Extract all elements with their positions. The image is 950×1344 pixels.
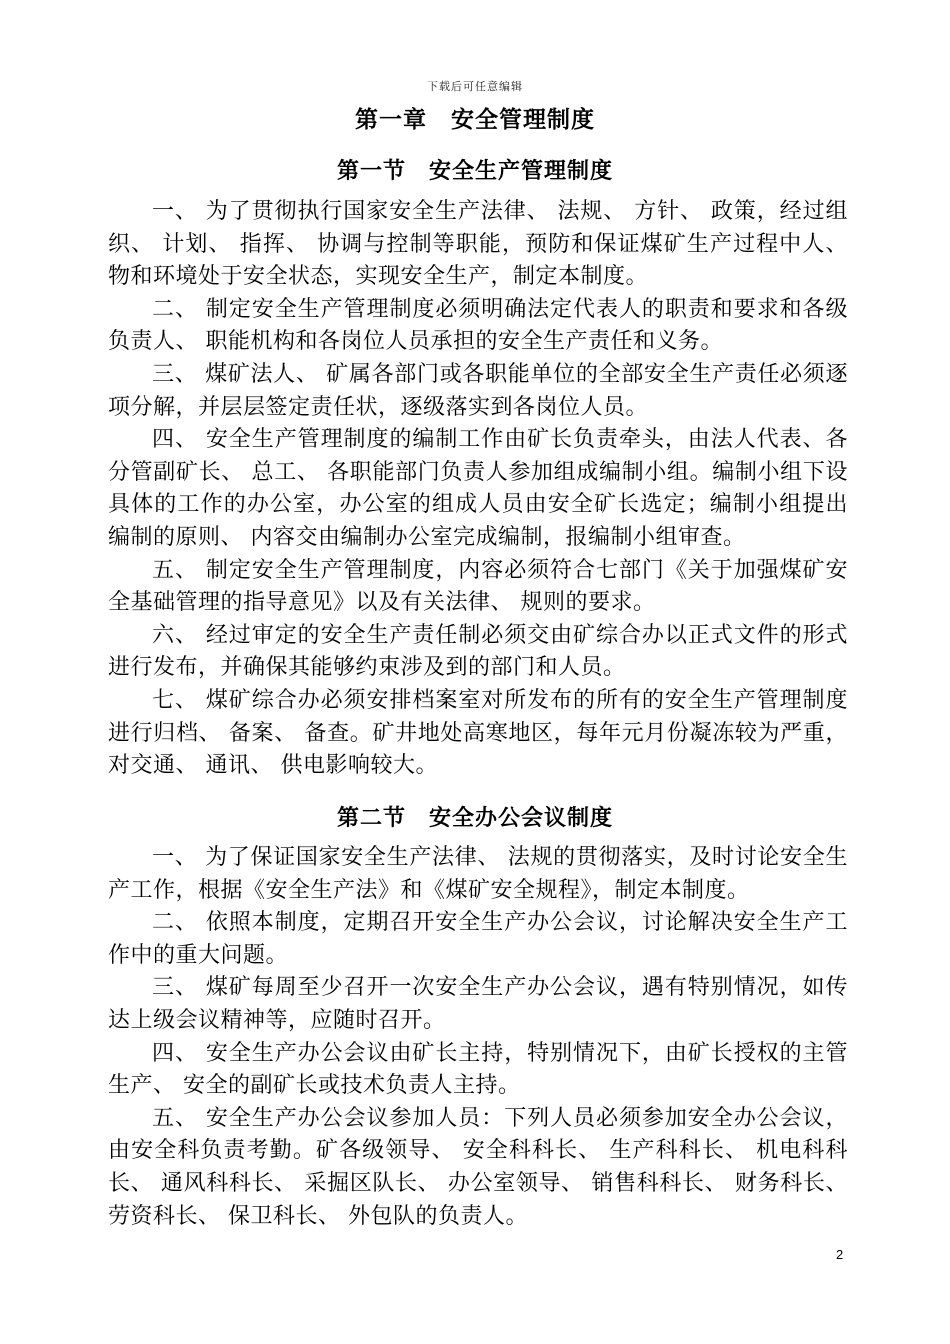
paragraph: 三、 煤矿法人、 矿属各部门或各职能单位的全部安全生产责任必须逐项分解，并层层签定责任状，逐级落实到各岗位人员。 xyxy=(108,361,848,420)
paragraph: 四、 安全生产管理制度的编制工作由矿长负责牵头，由法人代表、各分管副矿长、 总工、 各职能部门负责人参加组成编制小组。编制小组下设具体的工作的办公室，办公室的组成人员由安全矿长选定；编制小组提出编制的原则、 内容交由编制办公室完成编制，报编制小组审查。 xyxy=(108,427,848,550)
paragraph: 三、 煤矿每周至少召开一次安全生产办公会议，遇有特别情况，如传达上级会议精神等，应随时召开。 xyxy=(108,975,848,1033)
paragraph: 六、 经过审定的安全生产责任制必须交由矿综合办以正式文件的形式进行发布，并确保其能够约束涉及到的部门和人员。 xyxy=(108,622,848,681)
paragraph: 五、 制定安全生产管理制度，内容必须符合七部门《关于加强煤矿安全基础管理的指导意见》以及有关法律、 规则的要求。 xyxy=(108,557,848,616)
section-body xyxy=(108,842,848,1233)
chapter-title: 第一章 安全管理制度 xyxy=(355,107,595,133)
paragraph: 四、 安全生产办公会议由矿长主持，特别情况下，由矿长授权的主管生产、 安全的副矿长或技术负责人主持。 xyxy=(108,1040,848,1099)
paragraph: 一、 为了保证国家安全生产法律、 法规的贯彻落实，及时讨论安全生产工作，根据《安全生产法》和《煤矿安全规程》，制定本制度。 xyxy=(108,845,848,903)
paragraph: 二、 依照本制度，定期召开安全生产办公会议，讨论解决安全生产工作中的重大问题。 xyxy=(108,910,848,968)
paragraph: 七、 煤矿综合办必须安排档案室对所发布的所有的安全生产管理制度进行归档、 备案、 备查。矿井地处高寒地区，每年元月份凝冻较为严重，对交通、 通讯、 供电影响较大。 xyxy=(108,687,848,779)
section-body xyxy=(108,196,848,783)
section-title: 第一节 安全生产管理制度 xyxy=(336,159,613,184)
paragraph: 一、 为了贯彻执行国家安全生产法律、 法规、 方针、 政策，经过组织、 计划、 指挥、 协调与控制等职能，预防和保证煤矿生产过程中人、 物和环境处于安全状态，实现安全生产，制定本制度。 xyxy=(108,199,848,290)
paragraph: 二、 制定安全生产管理制度必须明确法定代表人的职责和要求和各级负责人、 职能机构和各岗位人员承担的安全生产责任和义务。 xyxy=(108,296,848,355)
page-number: 2 xyxy=(836,1247,844,1262)
header-note: 下载后可任意编辑 xyxy=(427,80,523,93)
paragraph: 五、 安全生产办公会议参加人员：下列人员必须参加安全办公会议，由安全科负责考勤。矿各级领导、 安全科科长、 生产科科长、 机电科科长、 通风科科长、 采掘区队长、 办公室领导、 销售科科长、 财务科长、 劳资科长、 保卫科长、 外包队的负责人。 xyxy=(108,1105,848,1229)
section-title: 第二节 安全办公会议制度 xyxy=(336,806,613,831)
